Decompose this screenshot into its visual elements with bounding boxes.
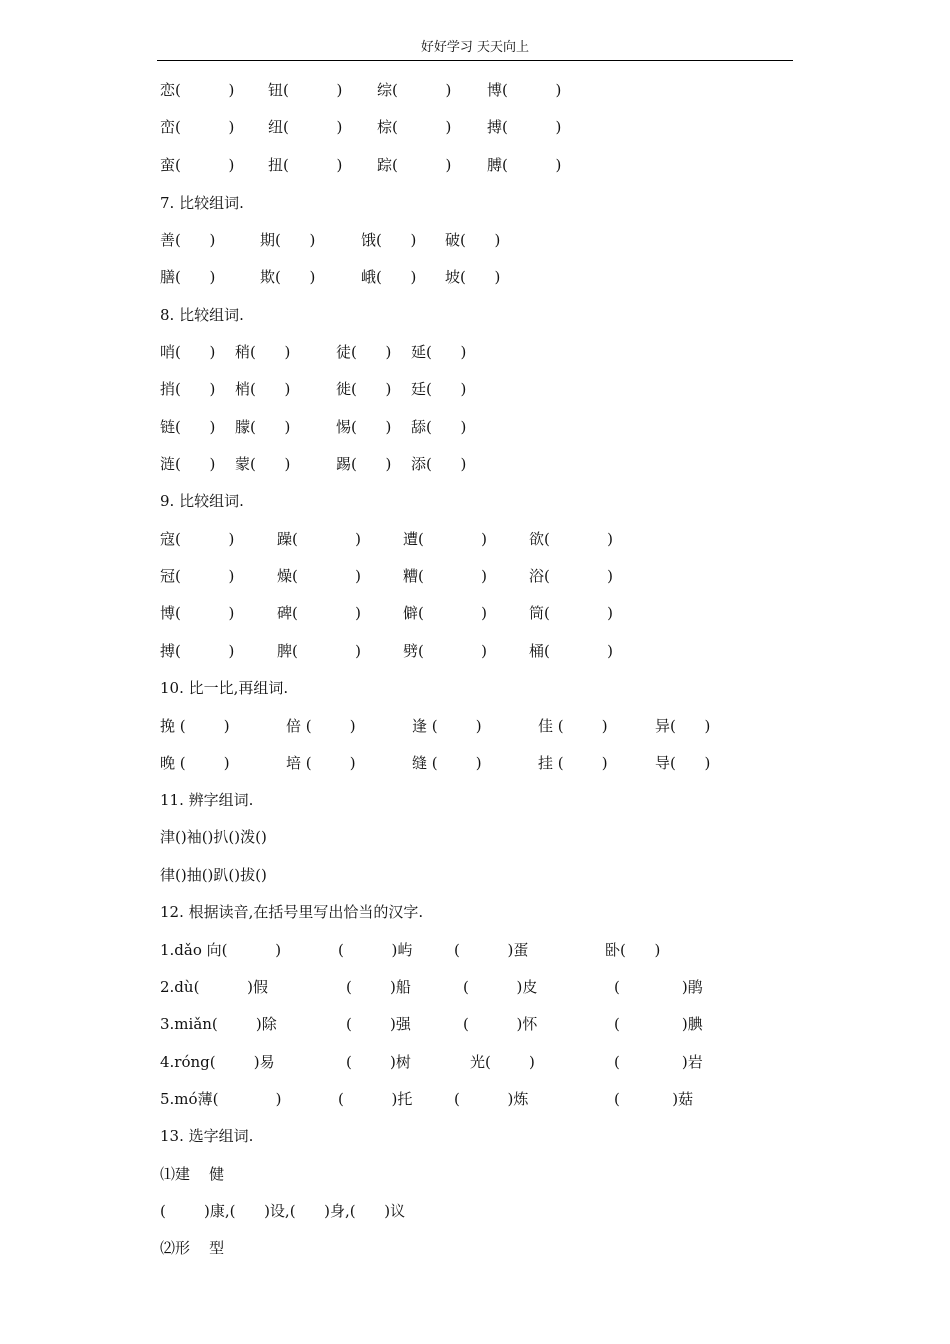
section-title: 7. 比较组词. — [160, 194, 244, 212]
word-slot[interactable]: 惕( ) — [336, 418, 392, 436]
word-slot[interactable]: 破( ) — [445, 231, 501, 249]
char-pair: ⑴建 健 — [160, 1165, 225, 1183]
word-slot[interactable]: 2.dù( )假 — [160, 978, 268, 996]
word-slot[interactable]: 筒( ) — [529, 604, 613, 622]
word-slot[interactable]: 5.mó薄( ) — [160, 1090, 282, 1108]
word-slot[interactable]: 徙( ) — [336, 380, 392, 398]
header-divider — [157, 60, 793, 61]
word-slot[interactable]: 晚 ( ) — [160, 754, 230, 772]
word-slot[interactable]: 欺( ) — [260, 268, 316, 286]
word-slot[interactable]: ( )腆 — [614, 1015, 703, 1033]
compare-row — [160, 379, 467, 399]
word-slot[interactable]: ( )怀 — [463, 1015, 538, 1033]
word-slot[interactable]: 稍( ) — [235, 343, 291, 361]
word-slot[interactable]: ( )树 — [346, 1053, 411, 1071]
section-title: 8. 比较组词. — [160, 306, 244, 324]
word-slot[interactable]: 挽 ( ) — [160, 717, 230, 735]
word-slot[interactable]: 期( ) — [260, 231, 316, 249]
word-slot[interactable]: 冠( ) — [160, 567, 235, 585]
word-slot[interactable]: 廷( ) — [411, 380, 467, 398]
word-slot[interactable]: 饿( ) — [361, 231, 417, 249]
word-slot[interactable]: ( )鹃 — [614, 978, 703, 996]
word-slot[interactable]: 钮( ) — [268, 81, 343, 99]
word-slot[interactable]: ( )蛋 — [454, 941, 529, 959]
word-slot[interactable]: 导( ) — [655, 754, 711, 772]
word-slot[interactable]: 1.dǎo 向( ) — [160, 941, 282, 959]
word-slot[interactable]: 缝 ( ) — [412, 754, 482, 772]
page-header: 好好学习 天天向上 — [420, 40, 530, 55]
word-slot[interactable]: 碑( ) — [277, 604, 361, 622]
word-slot[interactable]: 纽( ) — [268, 118, 343, 136]
compare-row — [160, 117, 562, 137]
word-slot[interactable]: 蛮( ) — [160, 156, 235, 174]
word-slot[interactable]: ( )炼 — [454, 1090, 529, 1108]
word-slot[interactable]: 燥( ) — [277, 567, 361, 585]
compare-row — [160, 80, 562, 100]
word-slot[interactable]: ( )岩 — [614, 1053, 703, 1071]
word-slot[interactable]: 培 ( ) — [286, 754, 356, 772]
word-slot[interactable]: 搏( ) — [160, 642, 235, 660]
word-slot[interactable]: 踢( ) — [336, 455, 392, 473]
word-slot[interactable]: 搏( ) — [487, 118, 562, 136]
word-slot[interactable]: 倍 ( ) — [286, 717, 356, 735]
word-line[interactable]: ( )康,( )设,( )身,( )议 — [160, 1202, 406, 1220]
char-pair: ⑵形 型 — [160, 1239, 225, 1257]
word-slot[interactable]: ( )屿 — [338, 941, 413, 959]
word-slot[interactable]: 综( ) — [377, 81, 452, 99]
word-slot[interactable]: 峦( ) — [160, 118, 235, 136]
word-slot[interactable]: 挂 ( ) — [538, 754, 608, 772]
word-slot[interactable]: 舔( ) — [411, 418, 467, 436]
word-slot[interactable]: 桶( ) — [529, 642, 613, 660]
word-slot[interactable]: 梢( ) — [235, 380, 291, 398]
word-slot[interactable]: 博( ) — [160, 604, 235, 622]
pinyin-row — [160, 1052, 703, 1072]
word-slot[interactable]: 浴( ) — [529, 567, 613, 585]
word-slot[interactable]: 博( ) — [487, 81, 562, 99]
word-line[interactable]: 律()抽()趴()拔() — [160, 866, 267, 884]
word-slot[interactable]: 僻( ) — [403, 604, 487, 622]
pinyin-row — [160, 1014, 703, 1034]
word-slot[interactable]: 善( ) — [160, 231, 216, 249]
compare-row — [160, 716, 711, 736]
compare-row — [160, 417, 467, 437]
word-slot[interactable]: ( )强 — [346, 1015, 411, 1033]
word-slot[interactable]: 延( ) — [411, 343, 467, 361]
section-title: 12. 根据读音,在括号里写出恰当的汉字. — [160, 903, 424, 921]
word-slot[interactable]: 膊( ) — [487, 156, 562, 174]
word-slot[interactable]: 劈( ) — [403, 642, 487, 660]
word-slot[interactable]: 扭( ) — [268, 156, 343, 174]
word-slot[interactable]: 坡( ) — [445, 268, 501, 286]
section-title: 11. 辨字组词. — [160, 791, 254, 809]
word-slot[interactable]: 躁( ) — [277, 530, 361, 548]
word-slot[interactable]: 欲( ) — [529, 530, 613, 548]
pinyin-row — [160, 977, 703, 997]
word-slot[interactable]: 添( ) — [411, 455, 467, 473]
word-slot[interactable]: 4.róng( )易 — [160, 1053, 275, 1071]
compare-row — [160, 267, 501, 287]
word-slot[interactable]: 脾( ) — [277, 642, 361, 660]
word-slot[interactable]: 光( ) — [470, 1053, 535, 1071]
compare-row — [160, 230, 501, 250]
word-slot[interactable]: ( )皮 — [463, 978, 538, 996]
compare-row — [160, 753, 711, 773]
compare-row — [160, 566, 613, 586]
word-slot[interactable]: ( )菇 — [614, 1090, 694, 1108]
word-slot[interactable]: ( )船 — [346, 978, 411, 996]
pinyin-row — [160, 1089, 694, 1109]
compare-row — [160, 454, 467, 474]
pinyin-row — [160, 940, 661, 960]
word-slot[interactable]: 捎( ) — [160, 380, 216, 398]
word-slot[interactable]: 膳( ) — [160, 268, 216, 286]
word-slot[interactable]: 哨( ) — [160, 343, 216, 361]
word-slot[interactable]: 踪( ) — [377, 156, 452, 174]
word-slot[interactable]: 徒( ) — [336, 343, 392, 361]
word-slot[interactable]: 糟( ) — [403, 567, 487, 585]
word-slot[interactable]: 朦( ) — [235, 418, 291, 436]
compare-row — [160, 641, 613, 661]
word-slot[interactable]: 3.miǎn( )除 — [160, 1015, 277, 1033]
word-slot[interactable]: 涟( ) — [160, 455, 216, 473]
word-slot[interactable]: 链( ) — [160, 418, 216, 436]
compare-row — [160, 603, 613, 623]
word-slot[interactable]: 蒙( ) — [235, 455, 291, 473]
word-slot[interactable]: 异( ) — [655, 717, 711, 735]
word-slot[interactable]: 逢 ( ) — [412, 717, 482, 735]
word-slot[interactable]: 寇( ) — [160, 530, 235, 548]
section-title: 10. 比一比,再组词. — [160, 679, 289, 697]
word-slot[interactable]: 棕( ) — [377, 118, 452, 136]
word-slot[interactable]: ( )托 — [338, 1090, 413, 1108]
word-slot[interactable]: 佳 ( ) — [538, 717, 608, 735]
word-slot[interactable]: 卧( ) — [605, 941, 661, 959]
word-slot[interactable]: 遭( ) — [403, 530, 487, 548]
word-line[interactable]: 津()袖()扒()泼() — [160, 828, 267, 846]
word-slot[interactable]: 恋( ) — [160, 81, 235, 99]
word-slot[interactable]: 峨( ) — [361, 268, 417, 286]
section-title: 13. 选字组词. — [160, 1127, 254, 1145]
section-title: 9. 比较组词. — [160, 492, 244, 510]
compare-row — [160, 342, 467, 362]
compare-row — [160, 155, 562, 175]
compare-row — [160, 529, 613, 549]
